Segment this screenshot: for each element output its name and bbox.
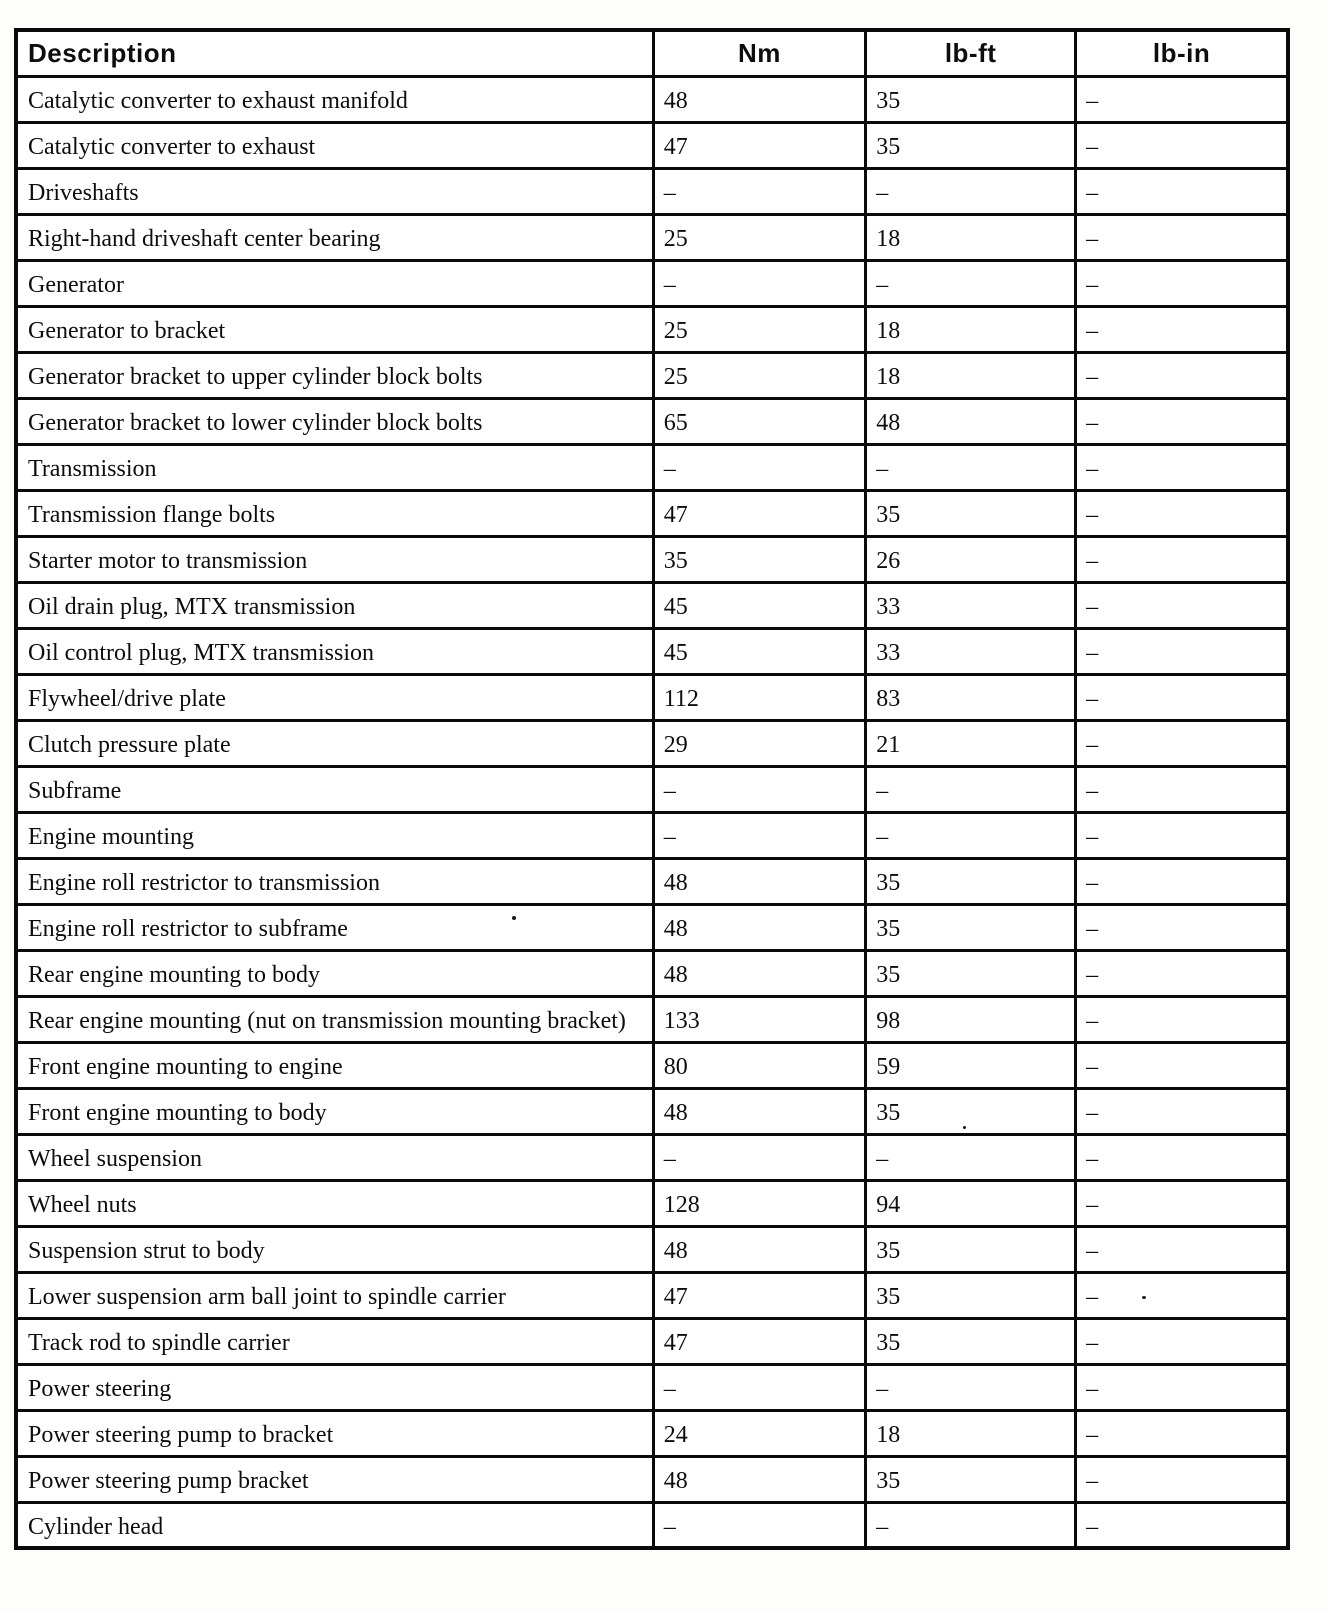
cell-lbin: – — [1076, 1088, 1288, 1134]
table-row — [16, 260, 1288, 306]
cell-lbin: – — [1076, 260, 1288, 306]
cell-description: Front engine mounting to engine — [16, 1042, 653, 1088]
cell-description: Lower suspension arm ball joint to spindle carrier — [16, 1272, 653, 1318]
cell-description: Generator bracket to lower cylinder block bolts — [16, 398, 653, 444]
table-row — [16, 352, 1288, 398]
scan-artifact-dot — [512, 916, 516, 920]
cell-lbin: – — [1076, 1134, 1288, 1180]
cell-lbft: 35 — [866, 858, 1076, 904]
cell-lbft: 18 — [866, 352, 1076, 398]
cell-description: Driveshafts — [16, 168, 653, 214]
cell-description: Generator — [16, 260, 653, 306]
cell-description: Track rod to spindle carrier — [16, 1318, 653, 1364]
cell-description: Power steering pump bracket — [16, 1456, 653, 1502]
cell-lbin: – — [1076, 582, 1288, 628]
cell-description: Engine roll restrictor to subframe — [16, 904, 653, 950]
cell-nm: 45 — [653, 582, 865, 628]
cell-lbin: – — [1076, 1226, 1288, 1272]
cell-nm: – — [653, 1134, 865, 1180]
cell-lbin: – — [1076, 858, 1288, 904]
table-row — [16, 582, 1288, 628]
cell-lbft: – — [866, 168, 1076, 214]
cell-lbft: 26 — [866, 536, 1076, 582]
cell-description: Power steering pump to bracket — [16, 1410, 653, 1456]
cell-description: Clutch pressure plate — [16, 720, 653, 766]
cell-nm: 48 — [653, 950, 865, 996]
cell-lbft: 18 — [866, 306, 1076, 352]
cell-nm: 47 — [653, 122, 865, 168]
cell-nm: 48 — [653, 1456, 865, 1502]
table-row — [16, 950, 1288, 996]
cell-lbft: 94 — [866, 1180, 1076, 1226]
cell-lbft: 48 — [866, 398, 1076, 444]
table-row — [16, 1456, 1288, 1502]
cell-lbin: – — [1076, 766, 1288, 812]
cell-lbft: – — [866, 1134, 1076, 1180]
cell-description: Engine roll restrictor to transmission — [16, 858, 653, 904]
cell-lbft: – — [866, 1502, 1076, 1548]
cell-description: Subframe — [16, 766, 653, 812]
cell-lbft: 35 — [866, 904, 1076, 950]
cell-lbin: – — [1076, 1272, 1288, 1318]
cell-description: Wheel suspension — [16, 1134, 653, 1180]
cell-nm: – — [653, 766, 865, 812]
cell-description: Engine mounting — [16, 812, 653, 858]
cell-lbft: 35 — [866, 1456, 1076, 1502]
table-header-row — [16, 30, 1288, 76]
cell-description: Rear engine mounting to body — [16, 950, 653, 996]
torque-spec-table — [14, 28, 1290, 1550]
cell-lbft: 18 — [866, 1410, 1076, 1456]
cell-lbft: – — [866, 444, 1076, 490]
cell-description: Oil drain plug, MTX transmission — [16, 582, 653, 628]
cell-description: Suspension strut to body — [16, 1226, 653, 1272]
cell-lbft: – — [866, 260, 1076, 306]
table-row — [16, 674, 1288, 720]
cell-lbft: – — [866, 766, 1076, 812]
table-row — [16, 168, 1288, 214]
cell-nm: 48 — [653, 1088, 865, 1134]
column-header-lbin: lb-in — [1076, 30, 1288, 76]
cell-nm: 65 — [653, 398, 865, 444]
cell-lbin: – — [1076, 214, 1288, 260]
cell-description: Cylinder head — [16, 1502, 653, 1548]
cell-lbft: 33 — [866, 628, 1076, 674]
table-row — [16, 1318, 1288, 1364]
cell-description: Catalytic converter to exhaust — [16, 122, 653, 168]
table-row — [16, 812, 1288, 858]
cell-description: Transmission flange bolts — [16, 490, 653, 536]
cell-nm: 45 — [653, 628, 865, 674]
cell-lbft: – — [866, 812, 1076, 858]
cell-lbft: 35 — [866, 1318, 1076, 1364]
cell-lbin: – — [1076, 490, 1288, 536]
cell-lbft: 35 — [866, 76, 1076, 122]
cell-description: Starter motor to transmission — [16, 536, 653, 582]
cell-lbft: 21 — [866, 720, 1076, 766]
table-row — [16, 214, 1288, 260]
cell-nm: 24 — [653, 1410, 865, 1456]
cell-nm: 25 — [653, 214, 865, 260]
cell-nm: 25 — [653, 306, 865, 352]
cell-lbft: 35 — [866, 950, 1076, 996]
table-row — [16, 1410, 1288, 1456]
cell-description: Catalytic converter to exhaust manifold — [16, 76, 653, 122]
cell-nm: 47 — [653, 1272, 865, 1318]
cell-lbin: – — [1076, 996, 1288, 1042]
table-row — [16, 1226, 1288, 1272]
cell-description: Flywheel/drive plate — [16, 674, 653, 720]
table-row — [16, 858, 1288, 904]
cell-lbin: – — [1076, 76, 1288, 122]
table-row — [16, 1042, 1288, 1088]
table-row — [16, 1272, 1288, 1318]
cell-lbft: 35 — [866, 1088, 1076, 1134]
table-row — [16, 76, 1288, 122]
cell-lbft: 98 — [866, 996, 1076, 1042]
cell-lbin: – — [1076, 536, 1288, 582]
table-row — [16, 122, 1288, 168]
cell-nm: 48 — [653, 76, 865, 122]
cell-lbin: – — [1076, 444, 1288, 490]
table-row — [16, 1134, 1288, 1180]
cell-lbin: – — [1076, 1318, 1288, 1364]
scan-artifact-dot — [1142, 1296, 1146, 1299]
cell-description: Wheel nuts — [16, 1180, 653, 1226]
cell-description: Generator bracket to upper cylinder block bolts — [16, 352, 653, 398]
cell-lbin: – — [1076, 628, 1288, 674]
cell-lbin: – — [1076, 352, 1288, 398]
column-header-lbft: lb-ft — [866, 30, 1076, 76]
cell-lbft: 33 — [866, 582, 1076, 628]
cell-lbft: 59 — [866, 1042, 1076, 1088]
cell-lbin: – — [1076, 1180, 1288, 1226]
cell-nm: 48 — [653, 904, 865, 950]
cell-lbin: – — [1076, 674, 1288, 720]
cell-description: Oil control plug, MTX transmission — [16, 628, 653, 674]
cell-nm: – — [653, 168, 865, 214]
table-row — [16, 766, 1288, 812]
cell-nm: 128 — [653, 1180, 865, 1226]
cell-nm: – — [653, 1502, 865, 1548]
table-row — [16, 398, 1288, 444]
cell-lbin: – — [1076, 950, 1288, 996]
cell-nm: – — [653, 812, 865, 858]
cell-lbin: – — [1076, 1042, 1288, 1088]
cell-nm: 80 — [653, 1042, 865, 1088]
column-header-description: Description — [16, 30, 653, 76]
cell-lbft: 35 — [866, 1272, 1076, 1318]
table-row — [16, 720, 1288, 766]
table-row — [16, 996, 1288, 1042]
cell-lbft: – — [866, 1364, 1076, 1410]
cell-nm: – — [653, 260, 865, 306]
table-row — [16, 1180, 1288, 1226]
cell-lbin: – — [1076, 720, 1288, 766]
cell-nm: 112 — [653, 674, 865, 720]
cell-lbft: 35 — [866, 1226, 1076, 1272]
cell-nm: 47 — [653, 490, 865, 536]
table-row — [16, 444, 1288, 490]
column-header-nm: Nm — [653, 30, 865, 76]
cell-nm: 48 — [653, 858, 865, 904]
cell-lbin: – — [1076, 1456, 1288, 1502]
cell-nm: 47 — [653, 1318, 865, 1364]
cell-lbin: – — [1076, 398, 1288, 444]
cell-nm: – — [653, 1364, 865, 1410]
cell-description: Rear engine mounting (nut on transmission mounting bracket) — [16, 996, 653, 1042]
table-row — [16, 490, 1288, 536]
cell-lbft: 18 — [866, 214, 1076, 260]
table-row — [16, 1088, 1288, 1134]
cell-lbin: – — [1076, 122, 1288, 168]
cell-lbft: 35 — [866, 122, 1076, 168]
cell-description: Power steering — [16, 1364, 653, 1410]
cell-nm: 25 — [653, 352, 865, 398]
cell-lbft: 83 — [866, 674, 1076, 720]
scan-artifact-dot — [963, 1126, 966, 1129]
cell-lbin: – — [1076, 1364, 1288, 1410]
table-row — [16, 1364, 1288, 1410]
cell-lbin: – — [1076, 306, 1288, 352]
cell-description: Front engine mounting to body — [16, 1088, 653, 1134]
cell-description: Transmission — [16, 444, 653, 490]
cell-lbin: – — [1076, 904, 1288, 950]
table-row — [16, 1502, 1288, 1548]
cell-lbft: 35 — [866, 490, 1076, 536]
cell-nm: 48 — [653, 1226, 865, 1272]
cell-nm: 133 — [653, 996, 865, 1042]
cell-lbin: – — [1076, 812, 1288, 858]
table-body — [16, 76, 1288, 1548]
cell-nm: 35 — [653, 536, 865, 582]
cell-lbin: – — [1076, 1410, 1288, 1456]
table-row — [16, 306, 1288, 352]
cell-description: Right-hand driveshaft center bearing — [16, 214, 653, 260]
cell-lbin: – — [1076, 1502, 1288, 1548]
cell-lbin: – — [1076, 168, 1288, 214]
table-row — [16, 904, 1288, 950]
table-row — [16, 536, 1288, 582]
cell-nm: 29 — [653, 720, 865, 766]
cell-description: Generator to bracket — [16, 306, 653, 352]
table-row — [16, 628, 1288, 674]
cell-nm: – — [653, 444, 865, 490]
